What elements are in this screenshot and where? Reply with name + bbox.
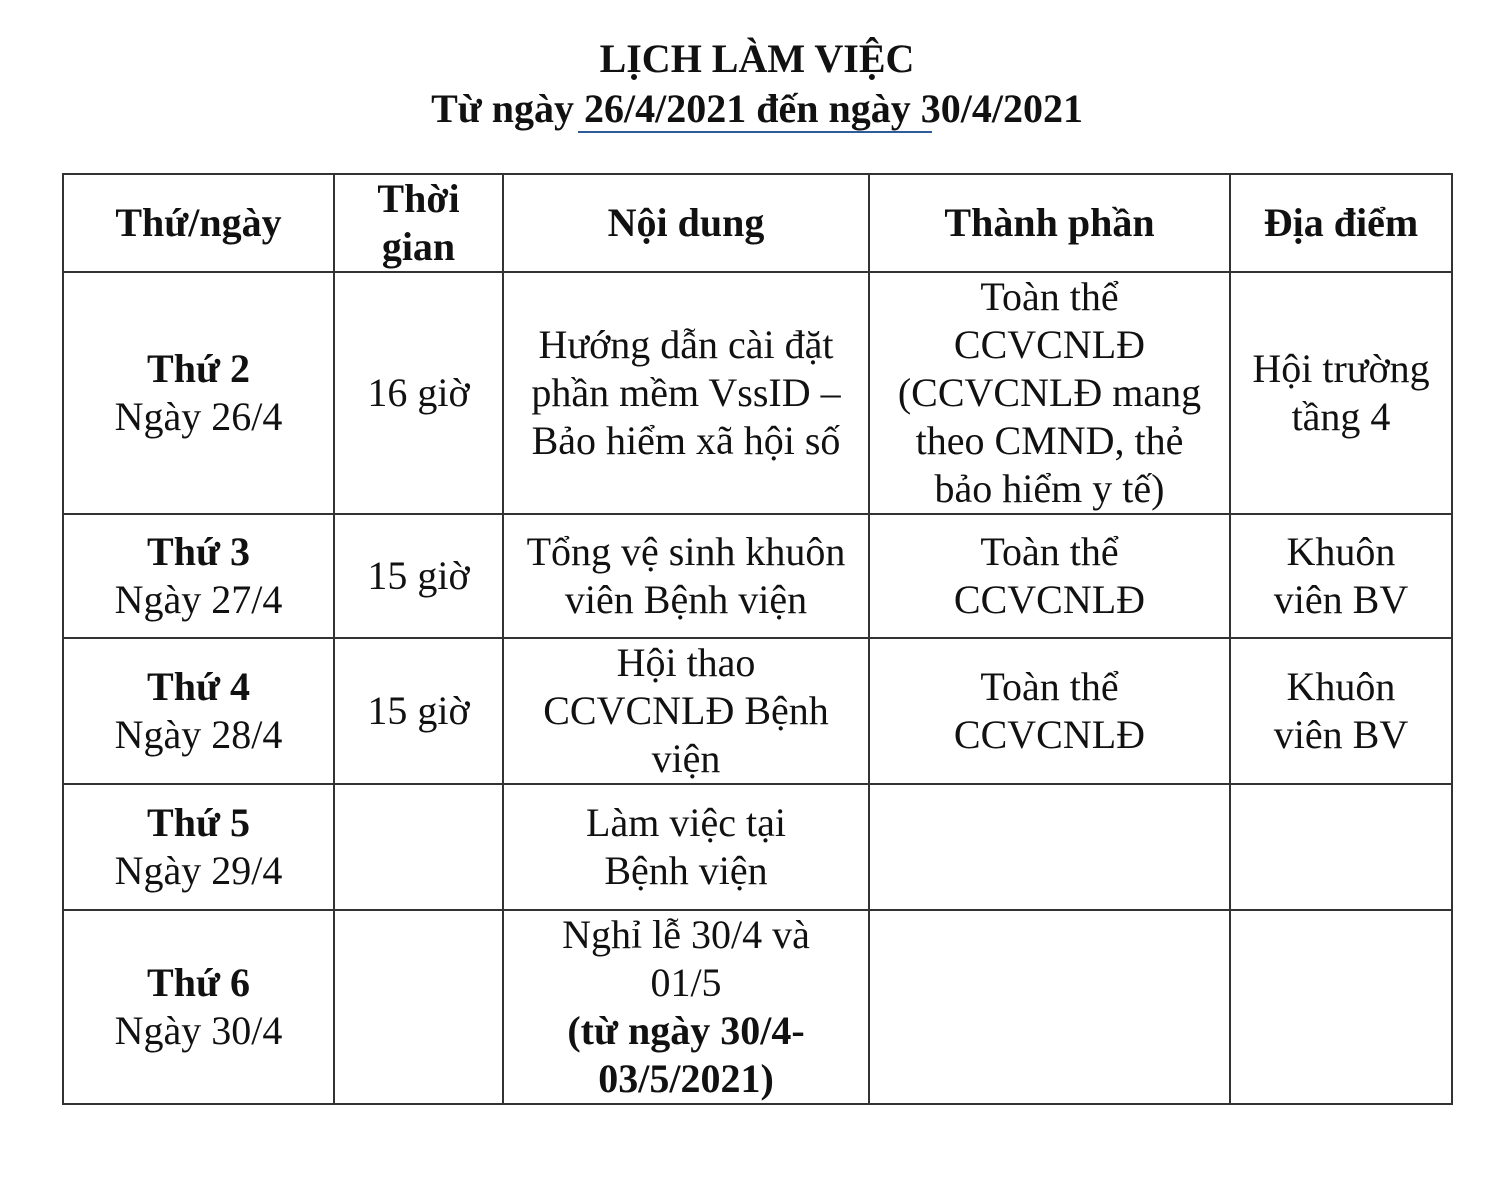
content-cell bbox=[503, 514, 869, 638]
header-content: Nội dung bbox=[503, 174, 869, 272]
schedule-table bbox=[62, 173, 1453, 1105]
location-cell bbox=[1230, 514, 1452, 638]
table-header-row bbox=[63, 174, 1452, 272]
location-cell bbox=[1230, 910, 1452, 1104]
content-cell bbox=[503, 910, 869, 1104]
date: Ngày 28/4 bbox=[114, 712, 283, 757]
table-row bbox=[63, 910, 1452, 1104]
participants-cell bbox=[869, 514, 1230, 638]
participants-line: (CCVCNLĐ mang bbox=[897, 370, 1202, 415]
content-line: 01/5 bbox=[650, 960, 722, 1005]
header-day: Thứ/ngày bbox=[63, 174, 334, 272]
location-cell bbox=[1230, 784, 1452, 910]
table-row bbox=[63, 638, 1452, 784]
weekday: Thứ 2 bbox=[147, 346, 250, 391]
weekday: Thứ 5 bbox=[147, 800, 250, 845]
content-cell bbox=[503, 272, 869, 514]
date: Ngày 29/4 bbox=[114, 848, 283, 893]
day-cell bbox=[63, 910, 334, 1104]
time-cell: 16 giờ bbox=[334, 272, 503, 514]
content-line: CCVCNLĐ Bệnh bbox=[543, 688, 829, 733]
content-cell bbox=[503, 638, 869, 784]
participants-line: CCVCNLĐ bbox=[953, 577, 1146, 622]
participants-line: Toàn thể bbox=[980, 529, 1119, 574]
content-note-line: (từ ngày 30/4- bbox=[567, 1008, 805, 1053]
day-cell bbox=[63, 272, 334, 514]
location-cell bbox=[1230, 638, 1452, 784]
participants-line: CCVCNLĐ bbox=[953, 322, 1146, 367]
header-location: Địa điểm bbox=[1230, 174, 1452, 272]
header-time-line: gian bbox=[381, 224, 456, 269]
location-line: tầng 4 bbox=[1291, 394, 1391, 439]
document-date-range: Từ ngày 26/4/2021 đến ngày 30/4/2021 bbox=[431, 86, 1083, 131]
participants-cell bbox=[869, 638, 1230, 784]
header-time bbox=[334, 174, 503, 272]
content-line: Hướng dẫn cài đặt bbox=[538, 322, 834, 367]
content-line: Làm việc tại bbox=[586, 800, 786, 845]
participants-line: CCVCNLĐ bbox=[953, 712, 1146, 757]
participants-cell bbox=[869, 272, 1230, 514]
date: Ngày 27/4 bbox=[114, 577, 283, 622]
content-line: viên Bệnh viện bbox=[564, 577, 808, 622]
content-line: Bảo hiểm xã hội số bbox=[531, 418, 841, 463]
location-line: Khuôn bbox=[1286, 664, 1396, 709]
weekday: Thứ 3 bbox=[147, 529, 250, 574]
location-line: Khuôn bbox=[1286, 529, 1396, 574]
date: Ngày 26/4 bbox=[114, 394, 283, 439]
location-line: viên BV bbox=[1273, 577, 1409, 622]
participants-line: Toàn thể bbox=[980, 274, 1119, 319]
table-row bbox=[63, 514, 1452, 638]
participants-cell bbox=[869, 910, 1230, 1104]
location-cell bbox=[1230, 272, 1452, 514]
time-cell: 15 giờ bbox=[334, 514, 503, 638]
day-cell bbox=[63, 638, 334, 784]
location-line: Hội trường bbox=[1252, 346, 1430, 391]
table-row bbox=[63, 272, 1452, 514]
content-note-line: 03/5/2021) bbox=[598, 1056, 774, 1101]
content-line: Nghỉ lễ 30/4 và bbox=[562, 912, 810, 957]
content-line: Tổng vệ sinh khuôn bbox=[526, 529, 846, 574]
document-title: LỊCH LÀM VIỆC bbox=[599, 36, 915, 81]
day-cell bbox=[63, 784, 334, 910]
weekday: Thứ 6 bbox=[147, 960, 250, 1005]
participants-line: Toàn thể bbox=[980, 664, 1119, 709]
header-time-line: Thời bbox=[377, 176, 460, 221]
time-cell: 15 giờ bbox=[334, 638, 503, 784]
participants-line: theo CMND, thẻ bbox=[915, 418, 1184, 463]
document-title-block bbox=[0, 34, 1500, 134]
content-line: phần mềm VssID – bbox=[531, 370, 841, 415]
content-line: Bệnh viện bbox=[604, 848, 768, 893]
content-line: viện bbox=[651, 736, 721, 781]
content-line: Hội thao bbox=[616, 640, 756, 685]
participants-line: bảo hiểm y tế) bbox=[934, 466, 1165, 511]
content-cell bbox=[503, 784, 869, 910]
date-range-underline bbox=[578, 131, 932, 133]
header-participants: Thành phần bbox=[869, 174, 1230, 272]
day-cell bbox=[63, 514, 334, 638]
location-line: viên BV bbox=[1273, 712, 1409, 757]
date: Ngày 30/4 bbox=[114, 1008, 283, 1053]
time-cell bbox=[334, 910, 503, 1104]
participants-cell bbox=[869, 784, 1230, 910]
time-cell bbox=[334, 784, 503, 910]
weekday: Thứ 4 bbox=[147, 664, 250, 709]
table-row bbox=[63, 784, 1452, 910]
